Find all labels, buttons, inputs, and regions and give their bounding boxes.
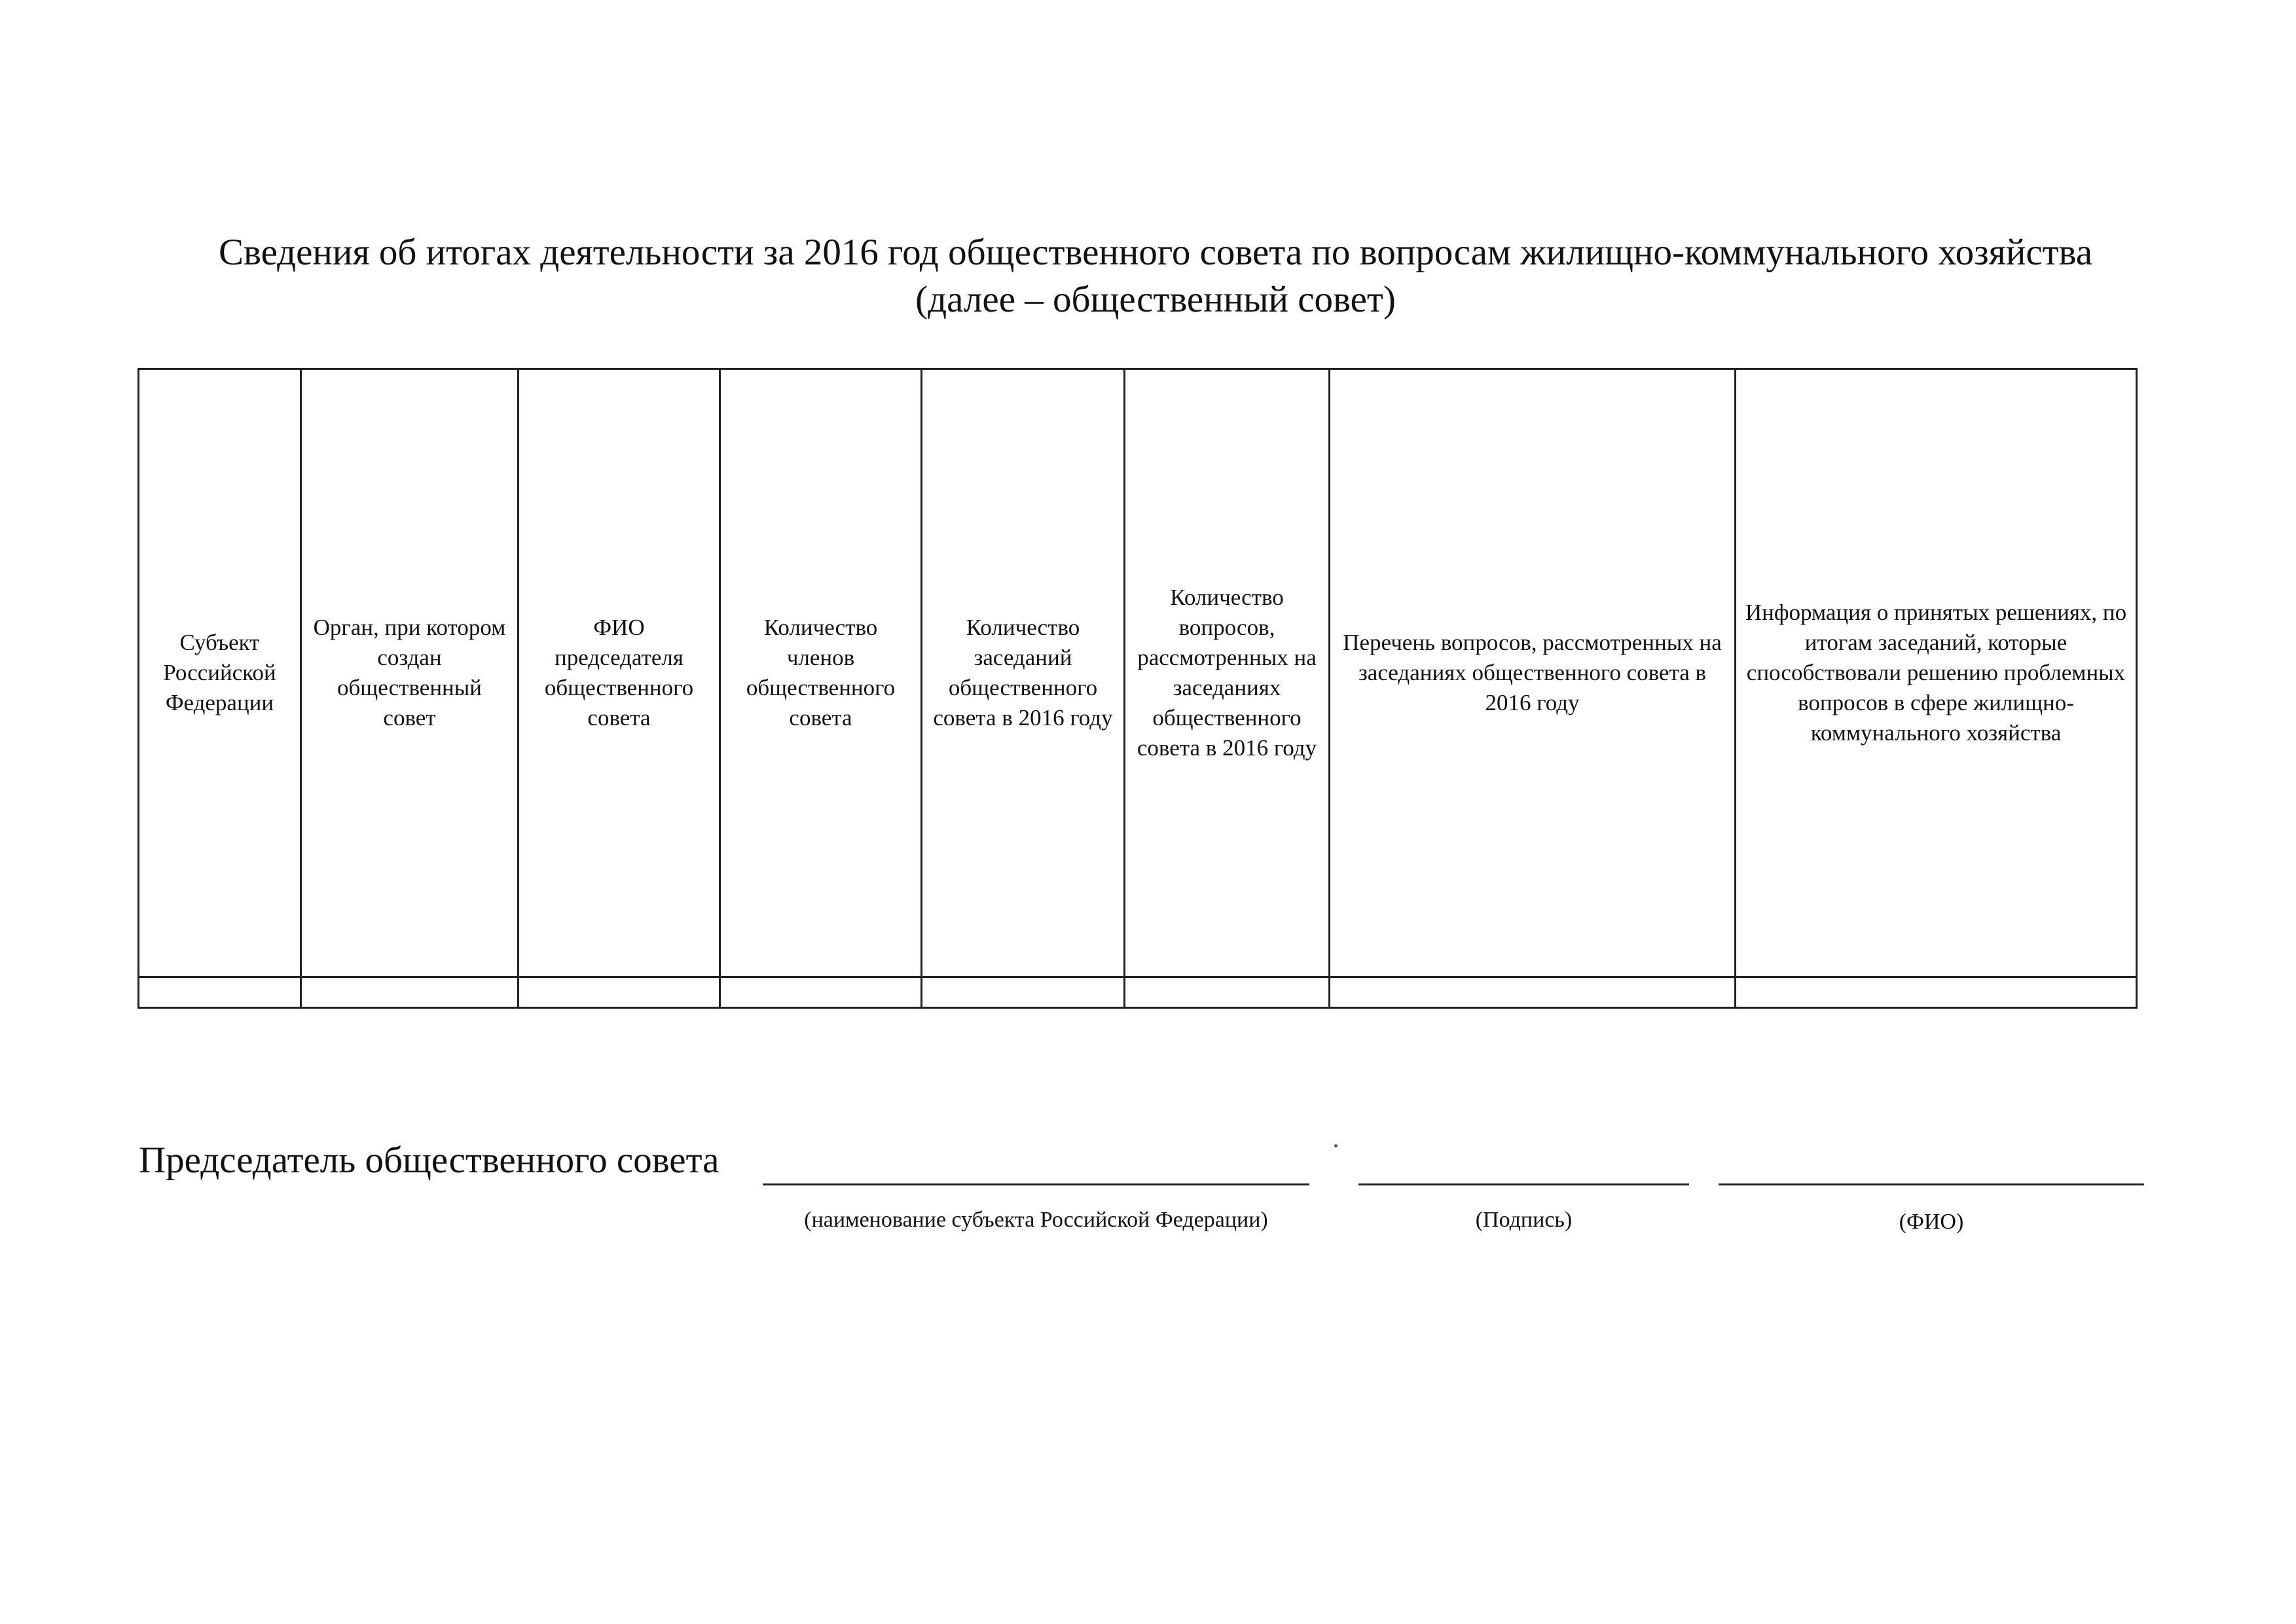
table-header-row	[139, 369, 2137, 977]
table-cell[interactable]	[139, 977, 301, 1008]
table-cell[interactable]	[519, 977, 720, 1008]
signature-label: Председатель общественного совета	[139, 1140, 720, 1181]
header-meetings-count: Количество заседаний общественного совета в 2016 году	[922, 369, 1125, 977]
header-questions-list: Перечень вопросов, рассмотренных на заседаниях общественного совета в 2016 году	[1330, 369, 1736, 977]
full-name-line[interactable]	[1719, 1183, 2144, 1185]
table-cell[interactable]	[1736, 977, 2137, 1008]
table-cell[interactable]	[1125, 977, 1330, 1008]
header-members-count: Количество членов общественного совета	[720, 369, 922, 977]
full-name-caption: (ФИО)	[1899, 1210, 1964, 1234]
title-line-1: Сведения об итогах деятельности за 2016 год общественного совета по вопросам жилищно-коммунального хозяйства	[218, 232, 2093, 273]
table-row	[139, 977, 2137, 1008]
table-cell[interactable]	[922, 977, 1125, 1008]
table-cell[interactable]	[720, 977, 922, 1008]
subject-name-caption: (наименование субъекта Российской Федерации)	[804, 1208, 1268, 1232]
header-decisions-info: Информация о принятых решениях, по итогам заседаний, которые способствовали решению проблемных вопросов в сфере жилищно-коммунального хозяйства	[1736, 369, 2137, 977]
title-line-2: (далее – общественный совет)	[915, 279, 1396, 320]
table-cell[interactable]	[1330, 977, 1736, 1008]
document-title	[131, 229, 2180, 323]
scan-speck	[1334, 1144, 1338, 1147]
header-chairman-name: ФИО председателя общественного совета	[519, 369, 720, 977]
signature-line[interactable]	[1358, 1183, 1689, 1185]
report-table	[137, 368, 2138, 1009]
signature-caption: (Подпись)	[1475, 1208, 1573, 1232]
subject-name-line[interactable]	[763, 1183, 1309, 1185]
table-cell[interactable]	[301, 977, 519, 1008]
header-questions-count: Количество вопросов, рассмотренных на заседаниях общественного совета в 2016 году	[1125, 369, 1330, 977]
header-subject: Субъект Российской Федерации	[139, 369, 301, 977]
header-authority: Орган, при котором создан общественный совет	[301, 369, 519, 977]
